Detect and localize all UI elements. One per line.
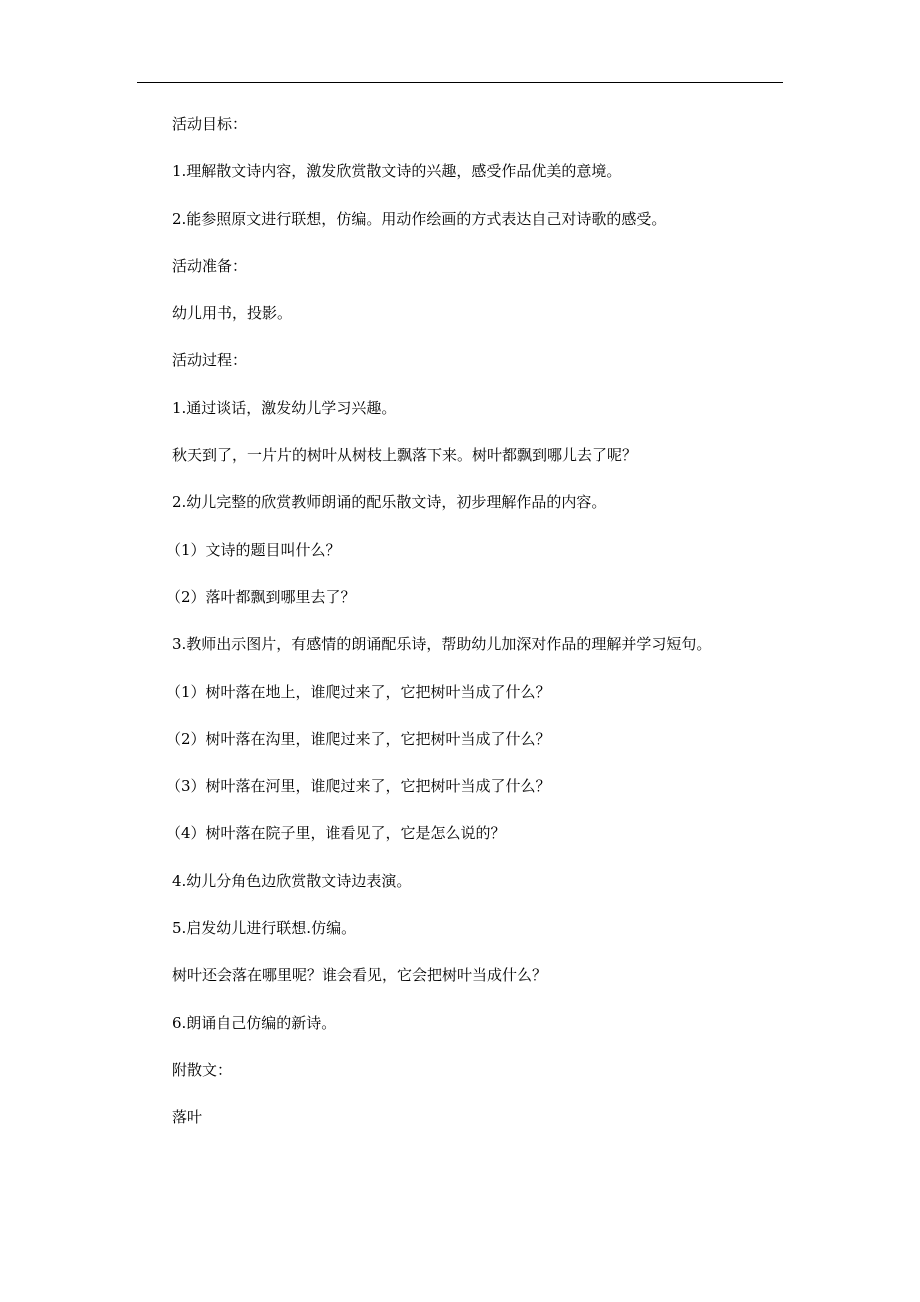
- paragraph: 树叶还会落在哪里呢？谁会看见，它会把树叶当成什么？: [172, 966, 548, 985]
- paragraph: （1）树叶落在地上，谁爬过来了，它把树叶当成了什么？: [166, 682, 551, 701]
- paragraph: 幼儿用书，投影。: [172, 304, 293, 323]
- paragraph: 1.理解散文诗内容，激发欣赏散文诗的兴趣，感受作品优美的意境。: [172, 162, 622, 181]
- paragraph: 落叶: [172, 1108, 203, 1127]
- paragraph: （1）文诗的题目叫什么？: [166, 540, 341, 559]
- paragraph: 秋天到了，一片片的树叶从树枝上飘落下来。树叶都飘到哪儿去了呢？: [172, 446, 638, 465]
- paragraph: 3.教师出示图片，有感情的朗诵配乐诗，帮助幼儿加深对作品的理解并学习短句。: [172, 635, 712, 654]
- paragraph: 5.启发幼儿进行联想.仿编。: [172, 919, 357, 938]
- paragraph: 2.能参照原文进行联想，仿编。用动作绘画的方式表达自己对诗歌的感受。: [172, 209, 667, 228]
- paragraph: 活动准备：: [172, 256, 248, 275]
- paragraph: 附散文：: [172, 1060, 233, 1079]
- paragraph: 2.幼儿完整的欣赏教师朗诵的配乐散文诗，初步理解作品的内容。: [172, 493, 607, 512]
- paragraph: 1.通过谈话，激发幼儿学习兴趣。: [172, 398, 397, 417]
- paragraph: 活动目标：: [172, 115, 248, 133]
- paragraph: （2）落叶都飘到哪里去了？: [166, 587, 356, 606]
- header-rule: [137, 82, 783, 83]
- paragraph: 活动过程：: [172, 351, 248, 370]
- document-body: [166, 112, 772, 1153]
- paragraph: （2）树叶落在沟里，谁爬过来了，它把树叶当成了什么？: [166, 729, 551, 748]
- paragraph: （4）树叶落在院子里，谁看见了，它是怎么说的？: [166, 824, 506, 843]
- paragraph: 6.朗诵自己仿编的新诗。: [172, 1013, 337, 1032]
- paragraph: （3）树叶落在河里，谁爬过来了，它把树叶当成了什么？: [166, 777, 551, 796]
- paragraph: 4.幼儿分角色边欣赏散文诗边表演。: [172, 871, 412, 890]
